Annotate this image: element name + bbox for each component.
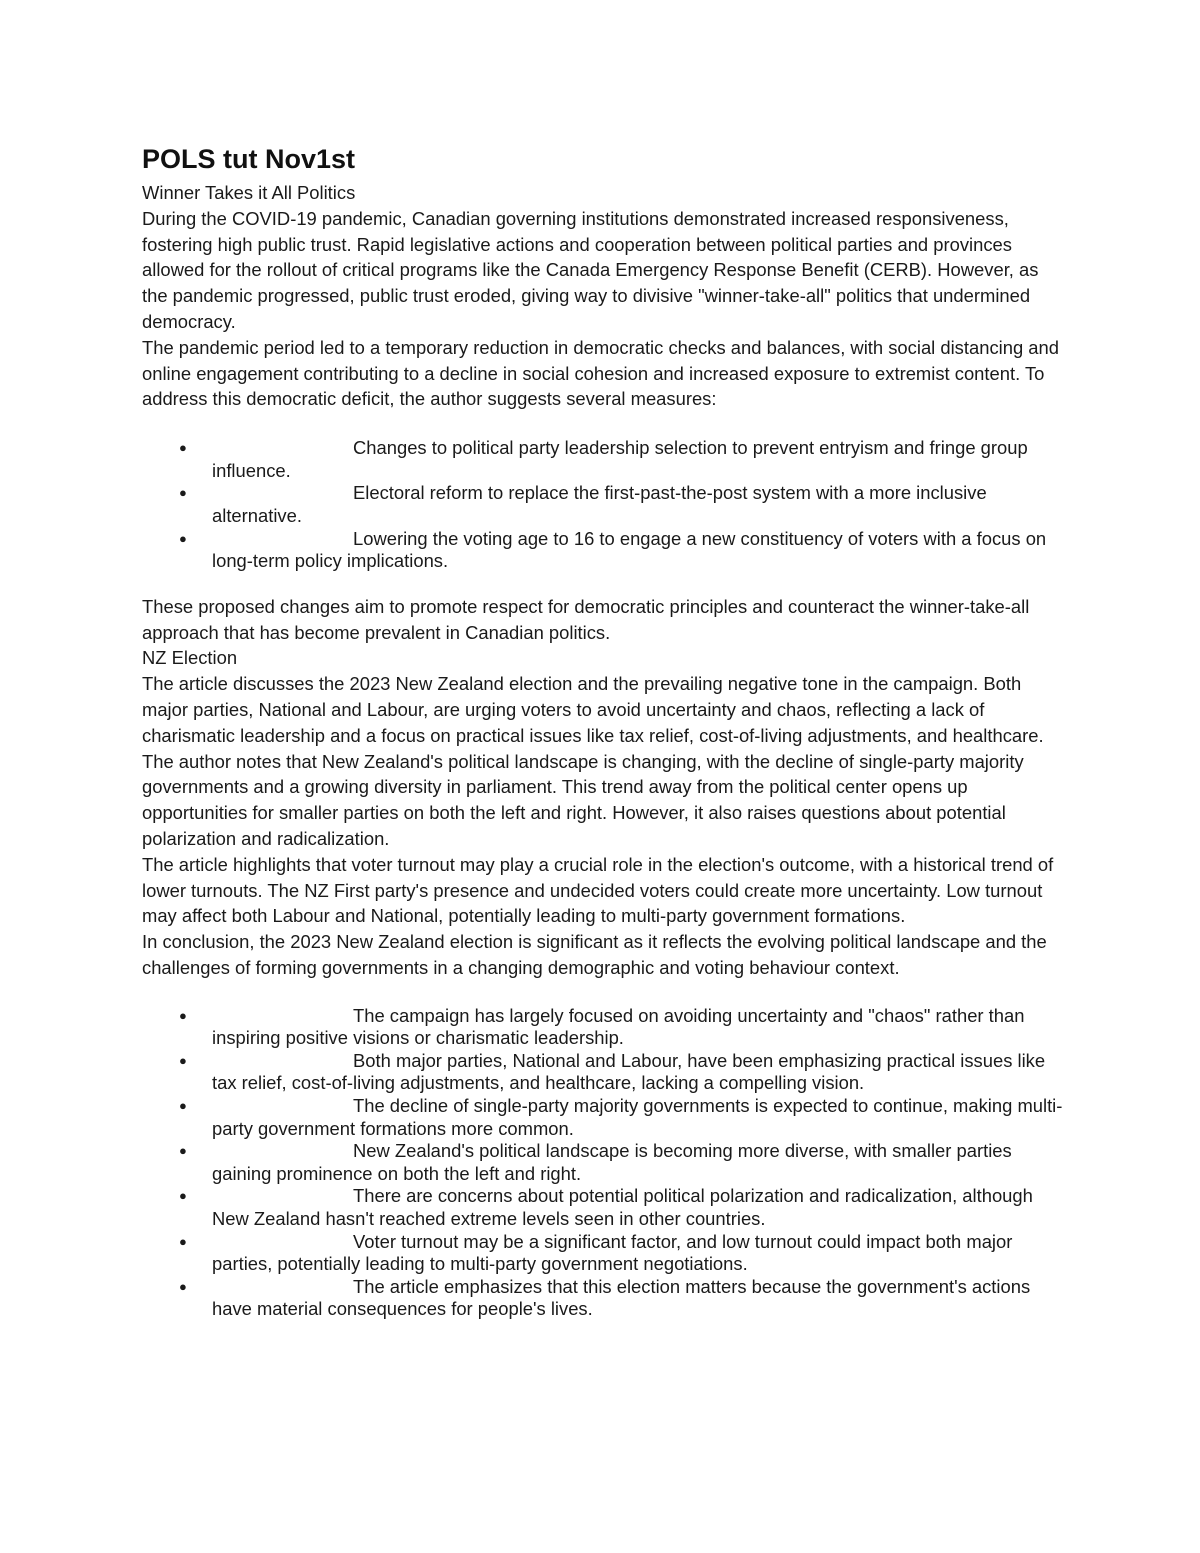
paragraph: The author notes that New Zealand's political landscape is changing, with the decline of single-party majority governments and a growing diversity in parliament. This trend away from the political center opens up opportunities for smaller parties on both the left and right. However, it also raises questions about potential polarization and radicalization. <box>142 750 1024 849</box>
bullet-icon: ● <box>179 1233 187 1249</box>
bullet-icon: ● <box>179 440 187 456</box>
list-item-text: The campaign has largely focused on avoiding uncertainty and "chaos" rather than inspiring positive visions or charismatic leadership. <box>212 1004 1025 1049</box>
list-item-text: The article emphasizes that this election matters because the government's actions have material consequences for people's lives. <box>212 1275 1031 1320</box>
list-item <box>142 437 1067 482</box>
bullet-icon: ● <box>179 485 187 501</box>
bullet-icon: ● <box>179 1188 187 1204</box>
paragraph: In conclusion, the 2023 New Zealand election is significant as it reflects the evolving political landscape and the challenges of forming governments in a changing demographic and voting behaviour context. <box>142 931 1047 978</box>
nz-summary-list <box>142 1005 1067 1321</box>
paragraph: The article highlights that voter turnout may play a crucial role in the election's outcome, with a historical trend of lower turnouts. The NZ First party's presence and undecided voters could create more uncertainty. Low turnout may affect both Labour and National, potentially leading to multi-party government formations. <box>142 853 1054 927</box>
list-item <box>142 1050 1067 1095</box>
bullet-icon: ● <box>179 530 187 546</box>
list-item <box>142 1231 1067 1276</box>
paragraph: The pandemic period led to a temporary reduction in democratic checks and balances, with social distancing and online engagement contributing to a decline in social cohesion and increased exposure to extremist content. To address this democratic deficit, the author suggests several measures: <box>142 336 1059 410</box>
list-item-text: Lowering the voting age to 16 to engage a new constituency of voters with a focus on long-term policy implications. <box>212 527 1047 572</box>
paragraph: During the COVID-19 pandemic, Canadian governing institutions demonstrated increased responsiveness, fostering high public trust. Rapid legislative actions and cooperation between political parties and provinces allowed for the rollout of critical programs like the Canada Emergency Response Benefit (CERB). However, as the pandemic progressed, public trust eroded, giving way to divisive "winner-take-all" politics that undermined democracy. <box>142 207 1039 332</box>
bullet-icon: ● <box>179 1143 187 1159</box>
list-item <box>142 1185 1067 1230</box>
list-item <box>142 528 1067 573</box>
list-item <box>142 1005 1067 1050</box>
list-item-text: Both major parties, National and Labour, have been emphasizing practical issues like tax relief, cost-of-living adjustments, and healthcare, lacking a compelling vision. <box>212 1049 1046 1094</box>
list-item-text: There are concerns about potential political polarization and radicalization, although New Zealand hasn't reached extreme levels seen in other countries. <box>212 1185 1033 1230</box>
bullet-icon: ● <box>179 1098 187 1114</box>
bullet-icon: ● <box>179 1007 187 1023</box>
list-item-text: Electoral reform to replace the first-past-the-post system with a more inclusive alternative. <box>212 482 987 526</box>
document-page <box>142 140 1067 1321</box>
list-item-text: New Zealand's political landscape is becoming more diverse, with smaller parties gaining prominence on both the left and right. <box>212 1140 1012 1184</box>
paragraph: These proposed changes aim to promote respect for democratic principles and counteract the winner-take-all approach that has become prevalent in Canadian politics. <box>142 595 1030 643</box>
bullet-icon: ● <box>179 1278 187 1294</box>
paragraph: The article discusses the 2023 New Zealand election and the prevailing negative tone in the campaign. Both major parties, National and Labour, are urging voters to avoid uncertainty and chaos, reflecting a lack of charismatic leadership and a focus on practical issues like tax relief, cost-of-living adjustments, and healthcare. <box>142 673 1044 746</box>
list-item-text: The decline of single-party majority governments is expected to continue, making multi-party government formations more common. <box>212 1095 1063 1139</box>
list-item <box>142 482 1067 527</box>
list-item <box>142 1276 1067 1321</box>
section-heading-nz-election: NZ Election <box>142 647 238 669</box>
section-heading-winner-takes-all: Winner Takes it All Politics <box>142 182 356 203</box>
list-item <box>142 1095 1067 1140</box>
document-title: POLS tut Nov1st <box>142 144 356 174</box>
list-item-text: Changes to political party leadership selection to prevent entryism and fringe group influence. <box>212 437 1028 481</box>
list-item <box>142 1140 1067 1185</box>
measures-list <box>142 437 1067 573</box>
bullet-icon: ● <box>179 1052 187 1068</box>
list-item-text: Voter turnout may be a significant factor, and low turnout could impact both major parties, potentially leading to multi-party government negotiations. <box>212 1230 1013 1275</box>
